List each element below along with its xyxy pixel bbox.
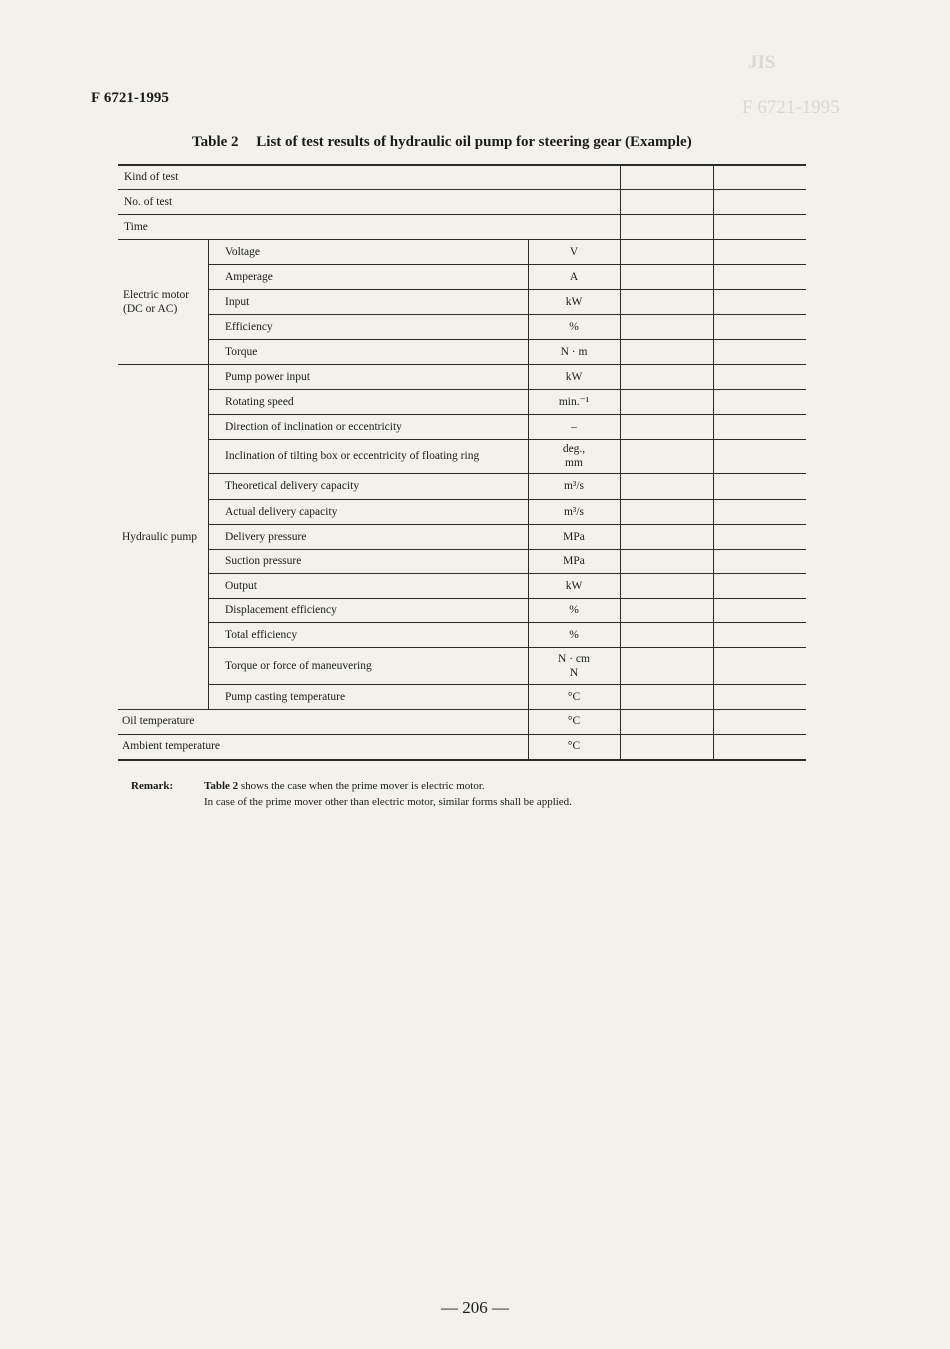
table-rule bbox=[208, 622, 806, 623]
row-label-time: Time bbox=[124, 221, 148, 233]
table-rule bbox=[208, 314, 806, 315]
param-label: Total efficiency bbox=[225, 628, 298, 641]
param-unit: % bbox=[569, 604, 579, 616]
table-rule bbox=[118, 189, 806, 190]
param-unit: % bbox=[569, 320, 579, 333]
table-column-rule bbox=[528, 239, 529, 759]
param-label: Efficiency bbox=[225, 320, 273, 333]
row-label-bottom: Ambient temperature bbox=[122, 740, 221, 752]
remark-label: Remark: bbox=[131, 780, 174, 792]
param-unit: m³/s bbox=[563, 505, 585, 518]
table-rule bbox=[208, 289, 806, 290]
table-rule bbox=[208, 414, 806, 415]
row-label-kind-of-test: Kind of test bbox=[124, 171, 179, 183]
table-rule bbox=[208, 389, 806, 390]
param-unit: MPa bbox=[563, 530, 585, 543]
param-label: Displacement efficiency bbox=[225, 604, 337, 616]
table-caption bbox=[192, 134, 692, 151]
table-rule bbox=[208, 473, 806, 474]
table-rule bbox=[208, 647, 806, 648]
table-rule bbox=[118, 239, 806, 240]
standard-number: 6721-1995 bbox=[103, 90, 169, 106]
param-label: Input bbox=[225, 295, 250, 308]
remark-table-ref: Table 2 bbox=[204, 780, 239, 792]
table-rule bbox=[208, 684, 806, 685]
param-unit: °C bbox=[567, 715, 581, 727]
table-rule bbox=[208, 499, 806, 500]
param-unit: kW bbox=[565, 579, 583, 592]
param-label: Actual delivery capacity bbox=[225, 505, 338, 518]
table-rule bbox=[118, 364, 806, 365]
param-label: Direction of inclination or eccentricity bbox=[225, 420, 402, 433]
ghost-header-jis: JIS bbox=[748, 52, 776, 73]
table-rule bbox=[208, 439, 806, 440]
row-label-bottom: Oil temperature bbox=[122, 715, 195, 727]
table-rule bbox=[118, 734, 806, 735]
remark-line-2: In case of the prime mover other than electric motor, similar forms shall be applied. bbox=[204, 796, 572, 808]
table-rule bbox=[118, 709, 806, 710]
group-electric-motor: Electric motor (DC or AC) bbox=[123, 288, 190, 315]
param-label: Suction pressure bbox=[225, 555, 302, 567]
remark bbox=[131, 778, 572, 810]
param-label: Pump casting temperature bbox=[225, 690, 346, 703]
param-label: Torque bbox=[225, 345, 258, 358]
table-caption-number: Table 2 bbox=[192, 134, 239, 150]
param-unit: MPa bbox=[563, 555, 585, 567]
standard-prefix: F bbox=[91, 90, 101, 106]
param-label: Voltage bbox=[225, 245, 260, 258]
table-rule bbox=[118, 759, 806, 761]
param-unit: m³/s bbox=[563, 480, 585, 492]
table-column-rule bbox=[208, 239, 209, 709]
param-unit: °C bbox=[567, 740, 581, 752]
table-rule bbox=[208, 339, 806, 340]
param-label: Torque or force of maneuvering bbox=[225, 659, 372, 672]
page-number: — 206 — bbox=[441, 1298, 509, 1317]
param-unit: V bbox=[569, 245, 579, 258]
table-rule bbox=[208, 549, 806, 550]
table-caption-title: List of test results of hydraulic oil pump for steering gear (Example) bbox=[256, 134, 692, 150]
table-rule bbox=[208, 573, 806, 574]
param-unit: °C bbox=[567, 690, 581, 703]
param-unit: A bbox=[569, 270, 579, 283]
table-column-rule bbox=[620, 164, 621, 759]
param-label: Rotating speed bbox=[225, 395, 294, 408]
remark-line-1 bbox=[131, 778, 572, 794]
param-label: Theoretical delivery capacity bbox=[225, 480, 360, 492]
table-column-rule bbox=[713, 164, 714, 759]
ghost-header-code: F 6721-1995 bbox=[742, 97, 840, 118]
param-unit: min.⁻¹ bbox=[558, 395, 590, 408]
table-rule bbox=[208, 598, 806, 599]
param-unit: deg., mm bbox=[562, 443, 586, 469]
results-table bbox=[118, 164, 806, 758]
remark-line-1-text: shows the case when the prime mover is electric motor. bbox=[238, 780, 485, 792]
table-rule bbox=[208, 264, 806, 265]
param-unit: – bbox=[571, 420, 577, 433]
group-hydraulic-pump: Hydraulic pump bbox=[122, 530, 198, 543]
param-unit: kW bbox=[565, 370, 583, 383]
table-rule bbox=[208, 524, 806, 525]
param-unit: % bbox=[569, 628, 579, 641]
param-unit: N · cm N bbox=[558, 652, 590, 679]
param-label: Delivery pressure bbox=[225, 530, 307, 543]
row-label-no-of-test: No. of test bbox=[124, 196, 173, 208]
param-unit: N · m bbox=[560, 345, 588, 358]
param-label: Amperage bbox=[225, 270, 273, 283]
param-label: Inclination of tilting box or eccentricity of floating ring bbox=[225, 450, 480, 462]
table-rule bbox=[118, 214, 806, 215]
param-label: Output bbox=[225, 579, 257, 592]
param-label: Pump power input bbox=[225, 370, 310, 383]
param-unit: kW bbox=[565, 295, 583, 308]
table-rule bbox=[118, 164, 806, 166]
standard-code bbox=[91, 90, 169, 107]
